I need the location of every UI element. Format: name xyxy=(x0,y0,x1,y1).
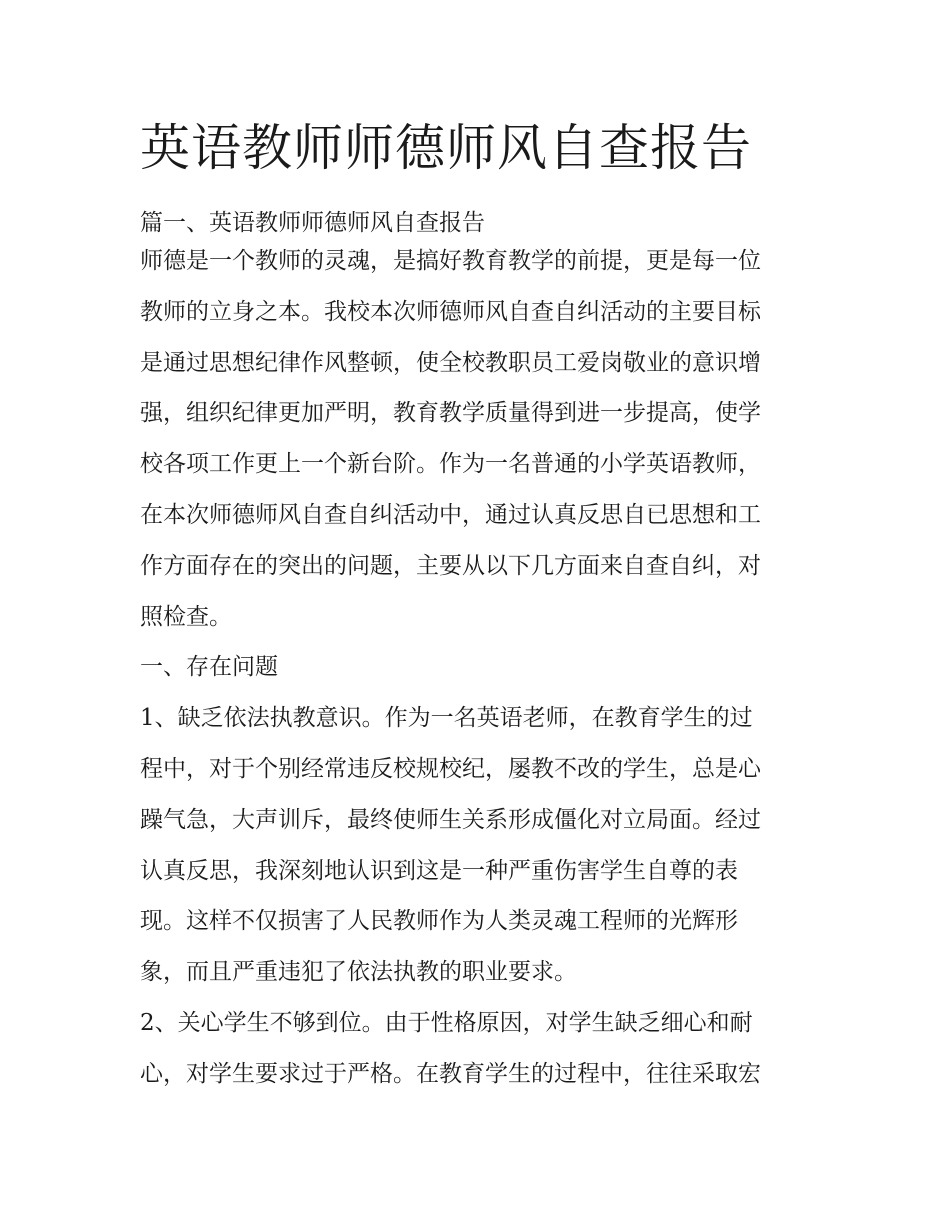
text-line: 象，而且严重违犯了依法执教的职业要求。 xyxy=(140,959,577,986)
text-line: 程中，对于个别经常违反校规校纪，屡教不改的学生，总是心 xyxy=(140,755,761,782)
section-heading: 一、存在问题 xyxy=(140,654,278,681)
section-heading: 篇一、英语教师师德师风自查报告 xyxy=(140,210,485,236)
text-line: 现。这样不仅损害了人民教师作为人类灵魂工程师的光辉形 xyxy=(140,908,738,935)
text-line: 教师的立身之本。我校本次师德师风自查自纠活动的主要目标 xyxy=(140,298,761,325)
text-line: 师德是一个教师的灵魂，是搞好教育教学的前提，更是每一位 xyxy=(140,248,761,274)
text-line: 在本次师德师风自查自纠活动中，通过认真反思自已思想和工 xyxy=(140,501,761,528)
text-line: 强，组织纪律更加严明，教育教学质量得到进一步提高，使学 xyxy=(140,400,761,427)
text-line: 1、缺乏依法执教意识。作为一名英语老师，在教育学生的过 xyxy=(140,705,753,732)
text-line: 是通过思想纪律作风整顿，使全校教职员工爱岗敬业的意识增 xyxy=(140,349,761,376)
text-line: 躁气急，大声训斥，最终使师生关系形成僵化对立局面。经过 xyxy=(140,806,761,833)
text-line: 2、关心学生不够到位。由于性格原因，对学生缺乏细心和耐 xyxy=(140,1009,753,1036)
document-body xyxy=(140,236,820,1100)
text-line: 心，对学生要求过于严格。在教育学生的过程中，往往采取宏 xyxy=(140,1060,761,1087)
text-line: 作方面存在的突出的问题，主要从以下几方面来自查自纠，对 xyxy=(140,552,761,579)
text-line: 照检查。 xyxy=(140,603,232,630)
text-line: 认真反思，我深刻地认识到这是一种严重伤害学生自尊的表 xyxy=(140,857,738,884)
text-line: 校各项工作更上一个新台阶。作为一名普通的小学英语教师， xyxy=(140,451,761,478)
document-title: 英语教师师德师风自查报告 xyxy=(140,119,752,177)
